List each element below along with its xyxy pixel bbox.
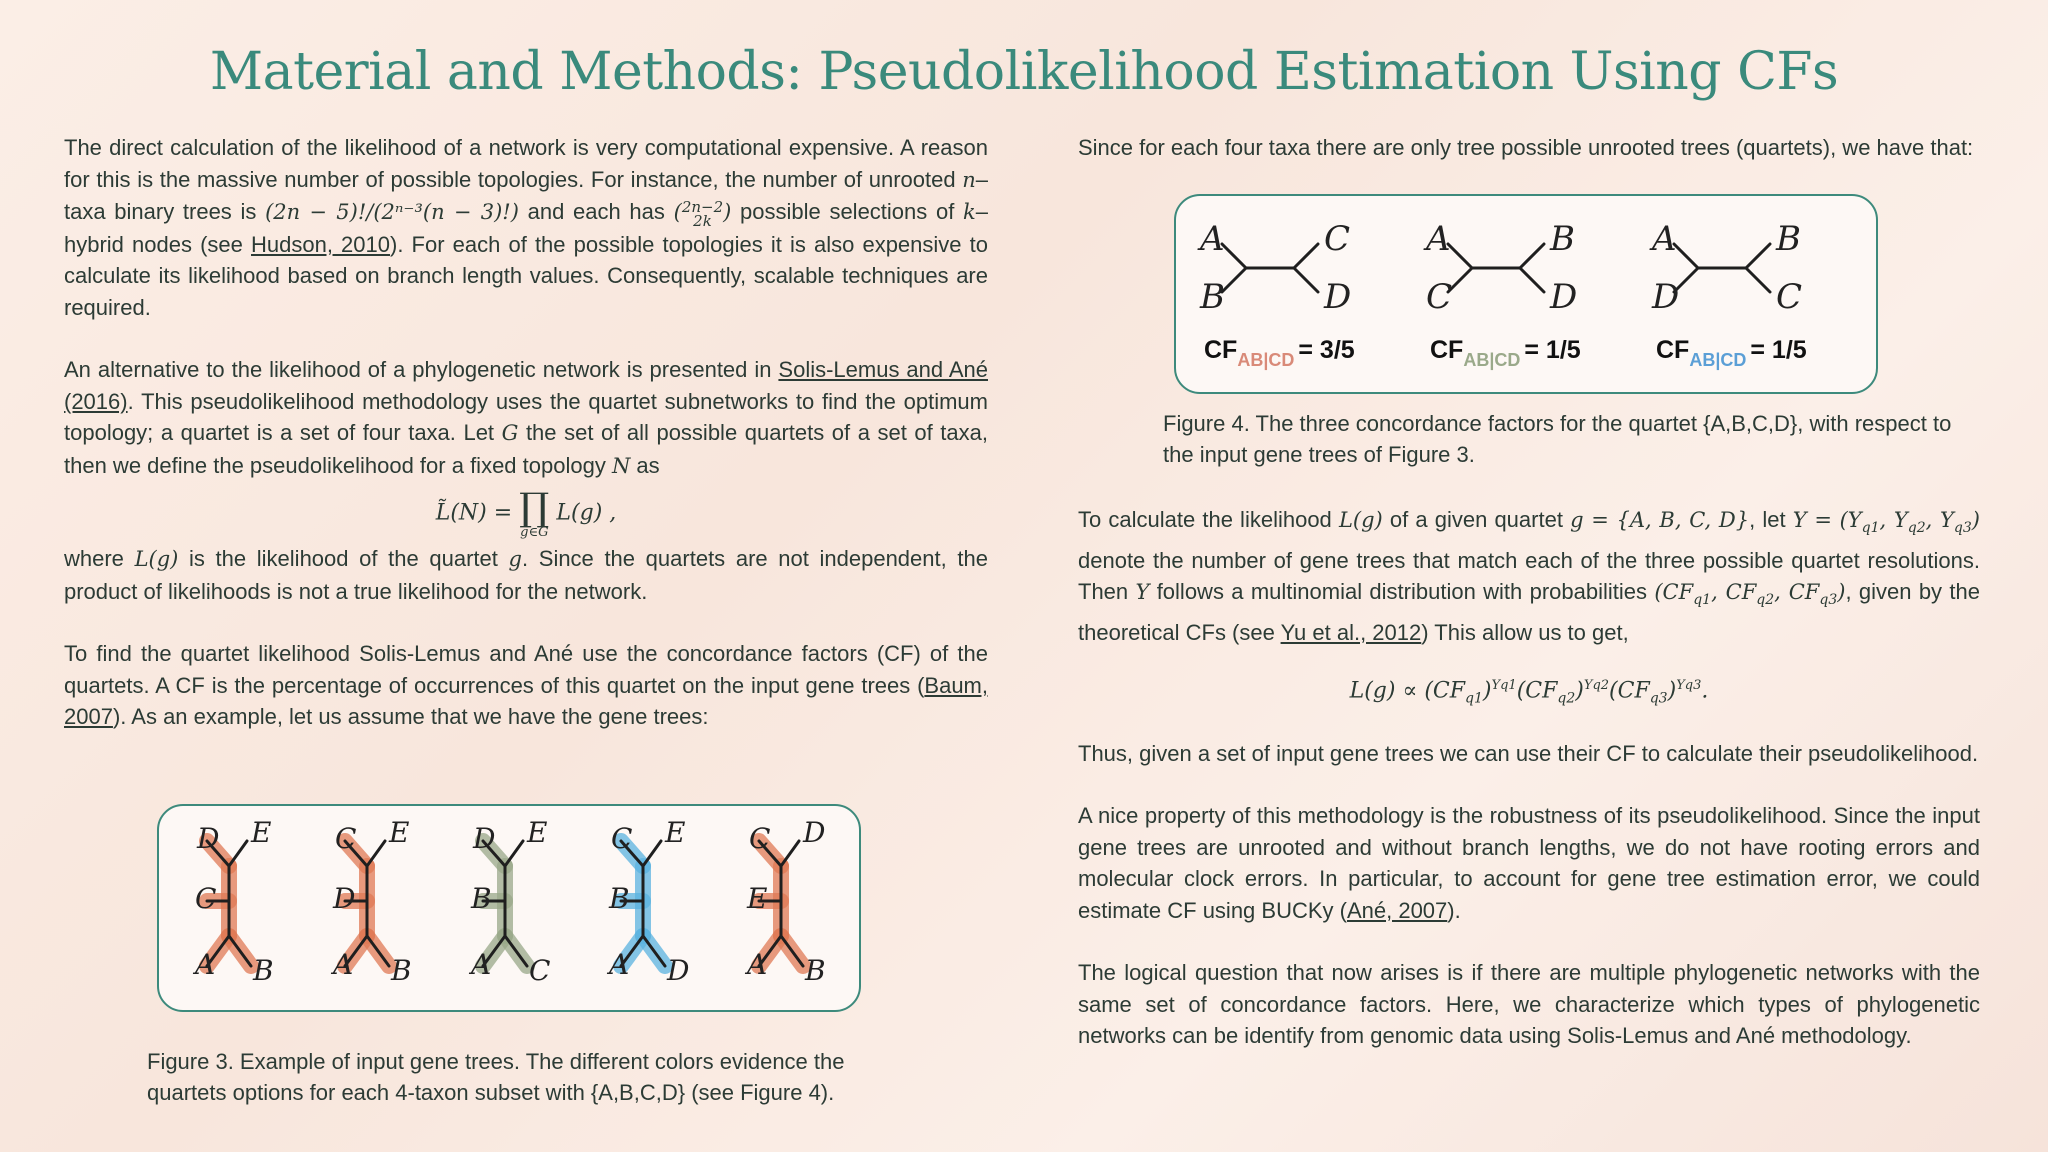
math-Lg: L(g) bbox=[1338, 508, 1383, 532]
quartet-branch bbox=[1674, 244, 1698, 268]
page-title: Material and Methods: Pseudolikelihood Estimation Using CFs bbox=[209, 42, 1839, 102]
text: The direct calculation of the likelihood of a network is very computational expensive. A reason for this is the massive number of possible topologies. For instance, the number of unrooted bbox=[64, 135, 988, 192]
math-subscript: q3 bbox=[1953, 520, 1972, 537]
quartet-tree bbox=[1649, 219, 1807, 370]
math-subscript: q1 bbox=[1693, 592, 1712, 609]
text: , let bbox=[1749, 507, 1793, 532]
taxon-label: A bbox=[333, 948, 354, 981]
taxon-label: A bbox=[471, 948, 492, 981]
taxon-label: C bbox=[195, 882, 217, 915]
quartet-tree bbox=[1423, 219, 1581, 370]
paragraph-alternative bbox=[64, 354, 988, 482]
text: ). As an example, let us assume that we have the gene trees: bbox=[112, 704, 709, 730]
tree-branch bbox=[367, 841, 385, 866]
taxon-label: E bbox=[389, 816, 410, 849]
math-Y-vector: $Y = (Y_{q1}$, $Y_{q2}$, $Y_{q3}$) bbox=[1792, 508, 1980, 537]
text: follows a multinomial distribution with probabilities bbox=[1149, 579, 1655, 605]
text: as bbox=[630, 452, 660, 478]
text: of a given quartet bbox=[1382, 507, 1571, 532]
taxon-label: A bbox=[1200, 219, 1225, 259]
math-binomial: ( 2n−2 2k ) bbox=[673, 197, 732, 230]
tree-branch bbox=[229, 841, 247, 866]
taxon-label: B bbox=[253, 954, 274, 987]
text: and each has bbox=[518, 199, 674, 224]
taxon-label: D bbox=[1652, 277, 1680, 317]
taxon-label: C bbox=[529, 954, 551, 987]
paragraph-robustness bbox=[1078, 800, 1980, 926]
equation-pseudolikelihood bbox=[64, 485, 988, 541]
cf-label bbox=[1656, 336, 1807, 370]
eq-subscript: g∈G bbox=[520, 525, 549, 541]
eq-end: . bbox=[1701, 678, 1709, 704]
taxon-label: D bbox=[473, 822, 496, 855]
cf-subscript: AB|CD bbox=[1689, 350, 1747, 370]
quartet-branch bbox=[1222, 244, 1246, 268]
quartet-branch bbox=[1520, 244, 1544, 268]
math-k: k bbox=[963, 200, 976, 224]
eq-lhs: L̃(N) = bbox=[435, 500, 520, 526]
paragraph-intro bbox=[64, 132, 988, 323]
quartet-branch bbox=[1222, 268, 1246, 292]
tree-branch bbox=[781, 841, 799, 866]
text: . This pseudolikelihood methodology uses the quartet subnetworks to find the optimum topology; a quartet is a set of four taxa. Let bbox=[64, 388, 988, 446]
text: –hybrid nodes (see bbox=[64, 199, 989, 257]
taxon-label: D bbox=[333, 882, 356, 915]
taxon-label: B bbox=[805, 954, 826, 987]
gene-tree bbox=[744, 816, 826, 987]
taxon-label: D bbox=[803, 816, 826, 849]
eq-superscript: q3 bbox=[1684, 678, 1702, 694]
text: ). For each of the possible topologies it is also expensive to calculate its likelihood based on branch length values. Consequently, scalable techniques are required. bbox=[64, 231, 988, 320]
taxon-label: B bbox=[471, 882, 492, 915]
text: An alternative to the likelihood of a phylogenetic network is presented in bbox=[64, 357, 779, 383]
text: possible selections of bbox=[731, 199, 964, 224]
figure-4-caption: Figure 4. The three concordance factors for the quartet {A,B,C,D}, with respect to the input gene trees of Figure 3. bbox=[1163, 411, 1952, 467]
ref-yu-link[interactable]: Yu et al., 2012 bbox=[1280, 619, 1422, 645]
figure-3-gene-trees bbox=[157, 804, 861, 1012]
math-n: n bbox=[962, 167, 976, 192]
math-subscript: q2 bbox=[1907, 520, 1926, 537]
ref-hudson-link[interactable]: Hudson, 2010 bbox=[251, 231, 390, 257]
taxon-label: A bbox=[1652, 219, 1677, 259]
gene-tree bbox=[468, 816, 550, 987]
paragraph-thus: Thus, given a set of input gene trees we can use their CF to calculate their pseudolikelihood. bbox=[1078, 740, 1979, 766]
quartet-tree bbox=[1197, 219, 1355, 370]
taxon-label: D bbox=[667, 954, 690, 987]
eq-lhs: L(g) ∝ bbox=[1349, 678, 1425, 704]
text: denote the number of gene trees that match each of the three possible quartet resolutions. Then bbox=[1078, 547, 1980, 605]
tree-branch bbox=[505, 841, 523, 866]
taxon-label: C bbox=[611, 822, 633, 855]
figure-4-quartets bbox=[1174, 194, 1878, 394]
quartet-branch bbox=[1294, 244, 1318, 268]
eq-subscript: q1 bbox=[1465, 691, 1483, 708]
text: –taxa binary trees is bbox=[64, 166, 988, 224]
cf-value: = 3/5 bbox=[1298, 336, 1355, 364]
text: the set of all possible quartets of a set of taxa, then we define the pseudolikelihood for a fixed topology bbox=[64, 420, 988, 478]
math-cf: (CF bbox=[1654, 580, 1694, 605]
text: is the likelihood of the quartet bbox=[178, 546, 509, 572]
taxon-label: B bbox=[1776, 219, 1801, 259]
taxon-label: A bbox=[747, 948, 768, 981]
cf-prefix: CF bbox=[1204, 336, 1238, 364]
math-subscript: q1 bbox=[1861, 520, 1880, 537]
eq-subscript: q3 bbox=[1649, 691, 1668, 708]
paragraph-quartets: Since for each four taxa there are only tree possible unrooted trees (quartets), we have that: bbox=[1078, 135, 1974, 160]
math-formula: (2n − 5)!/(2ⁿ⁻³(n − 3)!) bbox=[265, 200, 519, 224]
cf-label bbox=[1430, 336, 1581, 370]
taxon-label: C bbox=[1426, 277, 1453, 317]
equation-quartet-likelihood: $L(g) \propto (CF_{q1})^{Yq1}(CF_{q2})^{Yq2}(CF_{q3})^{Yq3}$. bbox=[1349, 678, 1709, 708]
ref-baum-link[interactable]: Baum, 2007 bbox=[64, 672, 988, 730]
text: ) This allow us to get, bbox=[1421, 619, 1629, 645]
cf-subscript: AB|CD bbox=[1463, 350, 1521, 370]
math-G: G bbox=[501, 421, 519, 446]
tree-branch bbox=[643, 841, 661, 866]
taxon-label: D bbox=[1550, 277, 1578, 317]
right-column bbox=[1078, 132, 1980, 1049]
binom-top: 2n−2 bbox=[681, 197, 724, 216]
taxon-label: D bbox=[1324, 277, 1352, 317]
ref-ane-link[interactable]: Ané, 2007 bbox=[1346, 897, 1448, 923]
taxon-label: B bbox=[1200, 277, 1225, 317]
quartet-branch bbox=[1520, 268, 1544, 292]
cf-prefix: CF bbox=[1656, 336, 1690, 364]
paragraph-likelihood bbox=[1078, 504, 1980, 648]
eq-product-symbol: ∏ bbox=[519, 485, 550, 530]
math-Lg: L(g) bbox=[134, 547, 179, 572]
taxon-label: B bbox=[391, 954, 412, 987]
taxon-label: D bbox=[197, 822, 220, 855]
quartets-svg bbox=[1176, 196, 1876, 392]
paragraph-where bbox=[64, 543, 988, 607]
ref-solis-lemus-link[interactable]: Solis-Lemus and Ané (2016) bbox=[64, 357, 988, 414]
taxon-label: E bbox=[251, 816, 272, 849]
math-quartet-set: g = {A, B, C, D} bbox=[1570, 508, 1750, 532]
math-subscript: q3 bbox=[1819, 592, 1838, 609]
taxon-label: A bbox=[1426, 219, 1451, 259]
taxon-label: C bbox=[1324, 219, 1351, 259]
cf-prefix: CF bbox=[1430, 336, 1464, 364]
cf-value: = 1/5 bbox=[1524, 336, 1581, 364]
gene-tree bbox=[330, 816, 412, 987]
text: ). bbox=[1447, 897, 1461, 923]
gene-tree bbox=[192, 816, 274, 987]
paragraph-concordance bbox=[64, 638, 988, 733]
taxon-label: E bbox=[665, 816, 686, 849]
text: . Since the quartets are not independent, the product of likelihoods is not a true likelihood for the network. bbox=[64, 546, 988, 604]
paragraph-question: The logical question that now arises is if there are multiple phylogenetic networks with the same set of concordance factors. Here, we characterize which types of phylogenetic networks can be identify from genomic data using Solis-Lemus and Ané methodology. bbox=[1078, 960, 1980, 1049]
taxon-label: C bbox=[1776, 277, 1803, 317]
taxon-label: B bbox=[1550, 219, 1575, 259]
text: , given by the theoretical CFs (see bbox=[1078, 579, 1980, 645]
eq-superscript: q1 bbox=[1500, 678, 1517, 694]
taxon-label: C bbox=[749, 822, 771, 855]
binom-bottom: 2k bbox=[693, 211, 712, 230]
math-g: g bbox=[508, 547, 522, 572]
quartet-branch bbox=[1294, 268, 1318, 292]
text: To calculate the likelihood bbox=[1078, 507, 1339, 532]
taxon-label: A bbox=[195, 948, 216, 981]
eq-rhs: L(g) , bbox=[549, 500, 617, 526]
taxon-label: A bbox=[609, 948, 630, 981]
quartet-branch bbox=[1746, 268, 1770, 292]
text: To find the quartet likelihood Solis-Lemus and Ané use the concordance factors (CF) of the quartets. A CF is the percentage of occurrences of this quartet on the input gene trees ( bbox=[64, 641, 988, 698]
math-subscript: q2 bbox=[1756, 592, 1775, 609]
taxon-label: C bbox=[335, 822, 357, 855]
taxon-label: B bbox=[609, 882, 630, 915]
right-lower-text bbox=[1078, 504, 1980, 1052]
cf-subscript: AB|CD bbox=[1237, 350, 1295, 370]
left-column bbox=[64, 132, 989, 1105]
gene-trees-svg bbox=[159, 806, 859, 1010]
taxon-label: E bbox=[527, 816, 548, 849]
quartet-branch bbox=[1448, 244, 1472, 268]
eq-superscript: q2 bbox=[1592, 678, 1610, 694]
taxon-label: E bbox=[747, 882, 768, 915]
text: A nice property of this methodology is the robustness of its pseudolikelihood. Since the input gene trees are unrooted and without branch lengths, we do not have rooting errors and molecular clock errors. In particular, to account for gene tree estimation error, we could estimate CF using BUCKy ( bbox=[1078, 803, 1980, 923]
math-Y: Y = (Y bbox=[1792, 508, 1862, 532]
math-N: N bbox=[611, 453, 631, 478]
cf-value: = 1/5 bbox=[1750, 336, 1807, 364]
eq-subscript: q2 bbox=[1557, 691, 1576, 708]
math-Y: Y bbox=[1135, 580, 1150, 605]
math-cf-vector: ($CF_{q1}$, $CF_{q2}$, $CF_{q3}$) bbox=[1654, 580, 1846, 609]
text: where bbox=[64, 546, 135, 572]
gene-tree bbox=[606, 816, 689, 987]
cf-label bbox=[1204, 336, 1355, 370]
quartet-branch bbox=[1746, 244, 1770, 268]
figure-3-caption: Figure 3. Example of input gene trees. The different colors evidence the quartets options for each 4-taxon subset with {A,B,C,D} (see Figure 4). bbox=[147, 1049, 845, 1105]
